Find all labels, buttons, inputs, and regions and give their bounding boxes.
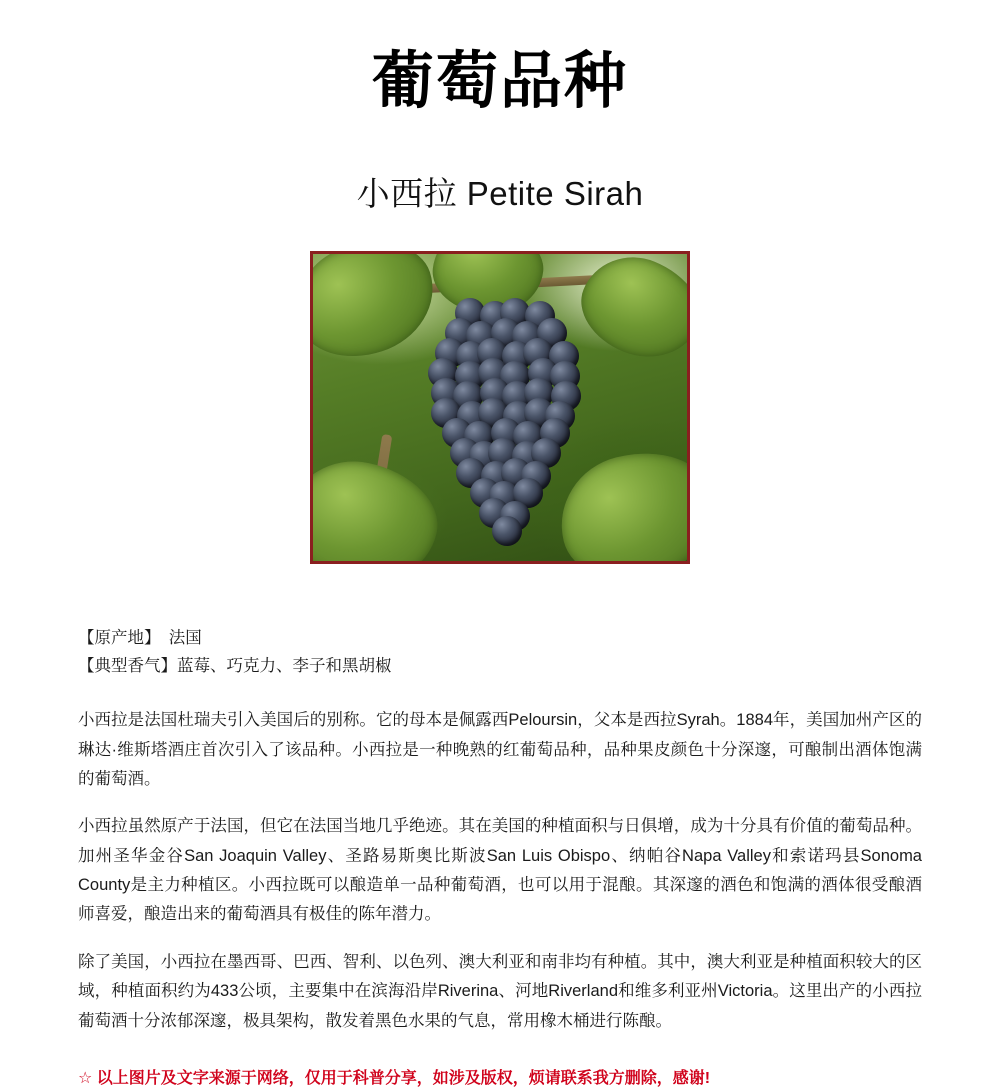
- grape-cluster-icon: [417, 298, 593, 536]
- paragraph-1: 小西拉是法国杜瑞夫引入美国后的别称。它的母本是佩露西Peloursin，父本是西拉Syrah。1884年，美国加州产区的琳达·维斯塔酒庄首次引入了该品种。小西拉是一种晚熟的红葡萄品种，品种果皮颜色十分深邃，可酿制出酒体饱满的葡萄酒。: [78, 711, 922, 788]
- fact-origin: 【原产地】 法国: [78, 629, 202, 648]
- paragraph-3: 除了美国，小西拉在墨西哥、巴西、智利、以色列、澳大利亚和南非均有种植。其中，澳大利亚是种植面积较大的区域，种植面积约为433公顷，主要集中在滨海沿岸Riverina、河地Riverland和维多利亚州Victoria。这里出产的小西拉葡萄酒十分浓郁深邃，极具架构，散发着黑色水果的气息，常用橡木桶进行陈酿。: [78, 952, 922, 1030]
- page-title: 葡萄品种: [371, 47, 628, 116]
- fact-aroma: 【典型香气】蓝莓、巧克力、李子和黑胡椒: [78, 657, 392, 676]
- article-body: [0, 706, 1000, 1036]
- fact-list: [0, 624, 1000, 680]
- paragraph-2: 小西拉虽然原产于法国，但它在法国当地几乎绝迹。其在美国的种植面积与日俱增，成为十分具有价值的葡萄品种。加州圣华金谷San Joaquin Valley、圣路易斯奥比斯波San Luis Obispo、纳帕谷Napa Valley和索诺玛县Sonoma County是主力种植区。小西拉既可以酿造单一品种葡萄酒，也可以用于混酿。其深邃的酒色和饱满的酒体很受酿酒师喜爱，酿造出来的葡萄酒具有极佳的陈年潜力。: [78, 817, 922, 924]
- grape-photo-frame: [310, 251, 690, 564]
- vineyard-photo: [313, 254, 687, 561]
- variety-subtitle: 小西拉 Petite Sirah: [356, 175, 644, 213]
- grape-berry-icon: [492, 516, 522, 546]
- copyright-note: ☆ 以上图片及文字来源于网络，仅用于科普分享，如涉及版权，烦请联系我方删除，感谢!: [78, 1069, 711, 1087]
